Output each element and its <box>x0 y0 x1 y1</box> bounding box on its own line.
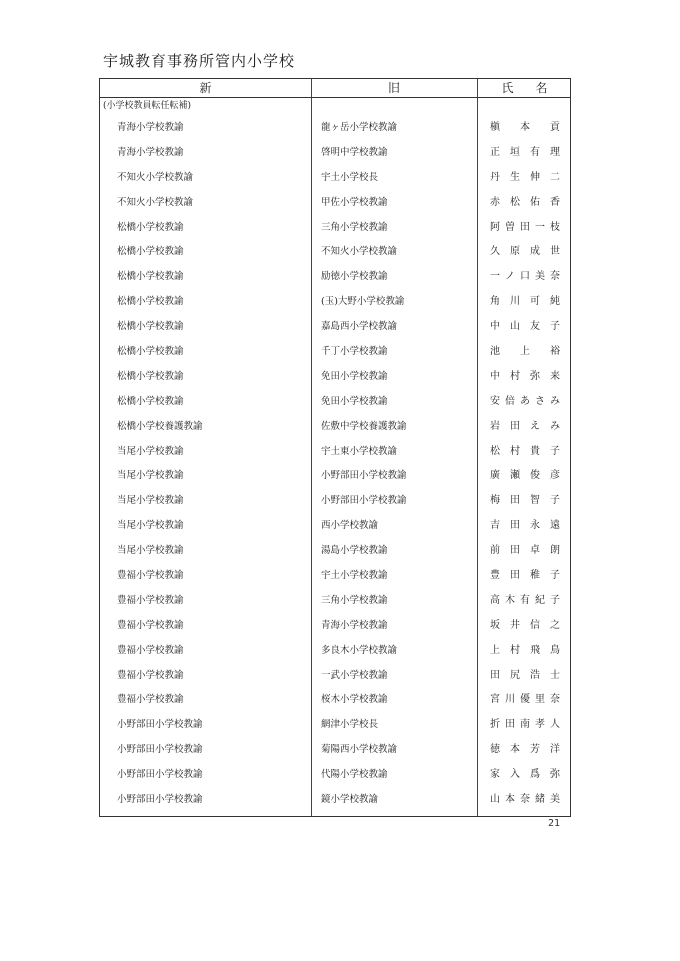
cell-old-school: 励徳小学校教諭 <box>321 271 388 283</box>
cell-old-school: 一武小学校教諭 <box>321 669 388 681</box>
table-row <box>100 789 570 814</box>
header-name: 氏名 <box>501 81 570 95</box>
cell-old-school: 龍ヶ岳小学校教諭 <box>321 122 398 133</box>
table-row <box>100 590 570 615</box>
cell-old-school: 宇土小学校教諭 <box>321 570 388 582</box>
cell-old-school: 三角小学校教諭 <box>321 221 388 233</box>
cell-person-name: 丹生伸二 <box>490 171 560 183</box>
cell-new-school: 松橋小学校教諭 <box>117 346 184 358</box>
cell-old-school: 宇土小学校長 <box>321 171 379 183</box>
table-body <box>100 117 570 814</box>
cell-person-name: 坂井信之 <box>490 619 560 631</box>
cell-person-name: 岩田えみ <box>490 420 560 432</box>
table-header <box>100 79 570 98</box>
cell-person-name: 池上裕 <box>490 346 560 358</box>
cell-old-school: 免田小学校教諭 <box>321 395 388 407</box>
cell-new-school: 青海小学校教諭 <box>117 146 184 158</box>
cell-old-school: 湯島小学校教諭 <box>321 545 388 557</box>
cell-new-school: 松橋小学校教諭 <box>117 246 184 258</box>
table-row <box>100 167 570 192</box>
table-row <box>100 192 570 217</box>
table-row <box>100 540 570 565</box>
table-row <box>100 565 570 590</box>
header-new: 新 <box>199 81 212 95</box>
table-row <box>100 391 570 416</box>
table-row <box>100 515 570 540</box>
table-row <box>100 465 570 490</box>
page-title: 宇城教育事務所管内小学校 <box>103 52 296 70</box>
table-row <box>100 689 570 714</box>
table-row <box>100 142 570 167</box>
cell-new-school: 当尾小学校教諭 <box>117 545 184 557</box>
cell-new-school: 松橋小学校教諭 <box>117 370 184 382</box>
cell-old-school: 網津小学校長 <box>321 719 379 731</box>
cell-old-school: 宇土東小学校教諭 <box>321 445 398 457</box>
cell-old-school: 西小学校教諭 <box>321 520 379 532</box>
cell-new-school: 松橋小学校教諭 <box>117 395 184 407</box>
cell-person-name: 吉田永遠 <box>490 520 560 532</box>
table-row <box>100 764 570 789</box>
cell-new-school: 豊福小学校教諭 <box>117 694 184 706</box>
cell-new-school: 豊福小学校教諭 <box>117 570 184 582</box>
cell-new-school: 当尾小学校教諭 <box>117 445 184 457</box>
header-old: 旧 <box>387 81 400 95</box>
cell-new-school: 青海小学校教諭 <box>117 122 184 133</box>
personnel-table <box>99 78 571 817</box>
cell-person-name: 折田南孝人 <box>490 719 560 731</box>
table-row <box>100 291 570 316</box>
cell-old-school: 啓明中学校教諭 <box>321 146 388 158</box>
cell-new-school: 不知火小学校教諭 <box>117 171 194 183</box>
cell-person-name: 阿曽田一枝 <box>490 221 560 233</box>
cell-new-school: 松橋小学校教諭 <box>117 321 184 333</box>
table-row <box>100 739 570 764</box>
cell-person-name: 宮川優里奈 <box>490 694 560 706</box>
table-row <box>100 217 570 242</box>
cell-old-school: 多良木小学校教諭 <box>321 644 398 656</box>
cell-old-school: 代陽小学校教諭 <box>321 769 388 781</box>
cell-new-school: 松橋小学校教諭 <box>117 296 184 308</box>
cell-person-name: 家入爲弥 <box>490 769 560 781</box>
table-row <box>100 615 570 640</box>
cell-new-school: 小野部田小学校教諭 <box>117 794 203 806</box>
table-row <box>100 714 570 739</box>
cell-new-school: 豊福小学校教諭 <box>117 594 184 606</box>
cell-person-name: 槇本貢 <box>490 122 560 133</box>
cell-person-name: 梅田智子 <box>490 495 560 507</box>
table-row <box>100 490 570 515</box>
cell-new-school: 小野部田小学校教諭 <box>117 744 203 756</box>
cell-old-school: 佐敷中学校養護教諭 <box>321 420 407 432</box>
table-row <box>100 366 570 391</box>
cell-new-school: 豊福小学校教諭 <box>117 619 184 631</box>
table-row <box>100 241 570 266</box>
cell-new-school: 当尾小学校教諭 <box>117 470 184 482</box>
cell-person-name: 中村弥来 <box>490 370 560 382</box>
cell-new-school: 松橋小学校教諭 <box>117 271 184 283</box>
cell-old-school: 免田小学校教諭 <box>321 370 388 382</box>
cell-person-name: 正垣有理 <box>490 146 560 158</box>
cell-old-school: 青海小学校教諭 <box>321 619 388 631</box>
cell-old-school: 不知火小学校教諭 <box>321 246 398 258</box>
table-row <box>100 341 570 366</box>
table-row <box>100 266 570 291</box>
cell-old-school: 三角小学校教諭 <box>321 594 388 606</box>
cell-new-school: 豊福小学校教諭 <box>117 669 184 681</box>
cell-new-school: 小野部田小学校教諭 <box>117 719 203 731</box>
cell-old-school: 菊陽西小学校教諭 <box>321 744 398 756</box>
cell-person-name: 中山友子 <box>490 321 560 333</box>
section-label: (小学校教員転任転補) <box>103 101 192 111</box>
cell-person-name: 角川可純 <box>490 296 560 308</box>
cell-old-school: 鏡小学校教諭 <box>321 794 379 806</box>
cell-old-school: 千丁小学校教諭 <box>321 346 388 358</box>
table-row <box>100 316 570 341</box>
table-row <box>100 640 570 665</box>
table-row <box>100 117 570 142</box>
cell-person-name: 久原成世 <box>490 246 560 258</box>
table-row <box>100 665 570 690</box>
cell-old-school: 小野部田小学校教諭 <box>321 495 407 507</box>
table-row <box>100 441 570 466</box>
cell-person-name: 豊田稚子 <box>490 570 560 582</box>
cell-new-school: 当尾小学校教諭 <box>117 495 184 507</box>
cell-old-school: 小野部田小学校教諭 <box>321 470 407 482</box>
cell-person-name: 廣瀬俊彦 <box>490 470 560 482</box>
table-row <box>100 416 570 441</box>
cell-new-school: 松橋小学校教諭 <box>117 221 184 233</box>
cell-person-name: 前田卓朗 <box>490 545 560 557</box>
cell-person-name: 一ノ口美奈 <box>490 271 560 283</box>
cell-person-name: 徳本芳洋 <box>490 744 560 756</box>
cell-person-name: 松村貴子 <box>490 445 560 457</box>
cell-person-name: 田尻浩士 <box>490 669 560 681</box>
page-number: 21 <box>548 818 561 829</box>
cell-person-name: 山本奈緒美 <box>490 794 560 806</box>
cell-old-school: 桜木小学校教諭 <box>321 694 388 706</box>
cell-person-name: 赤松佑香 <box>490 196 560 208</box>
cell-new-school: 当尾小学校教諭 <box>117 520 184 532</box>
cell-new-school: 松橋小学校養護教諭 <box>117 420 203 432</box>
cell-person-name: 安倍あさみ <box>490 395 560 407</box>
cell-person-name: 上村飛鳥 <box>490 644 560 656</box>
cell-old-school: (玉)大野小学校教諭 <box>321 296 405 308</box>
cell-new-school: 豊福小学校教諭 <box>117 644 184 656</box>
cell-new-school: 小野部田小学校教諭 <box>117 769 203 781</box>
cell-old-school: 甲佐小学校教諭 <box>321 196 388 208</box>
cell-new-school: 不知火小学校教諭 <box>117 196 194 208</box>
cell-old-school: 嘉島西小学校教諭 <box>321 321 398 333</box>
cell-person-name: 高木有紀子 <box>490 594 560 606</box>
